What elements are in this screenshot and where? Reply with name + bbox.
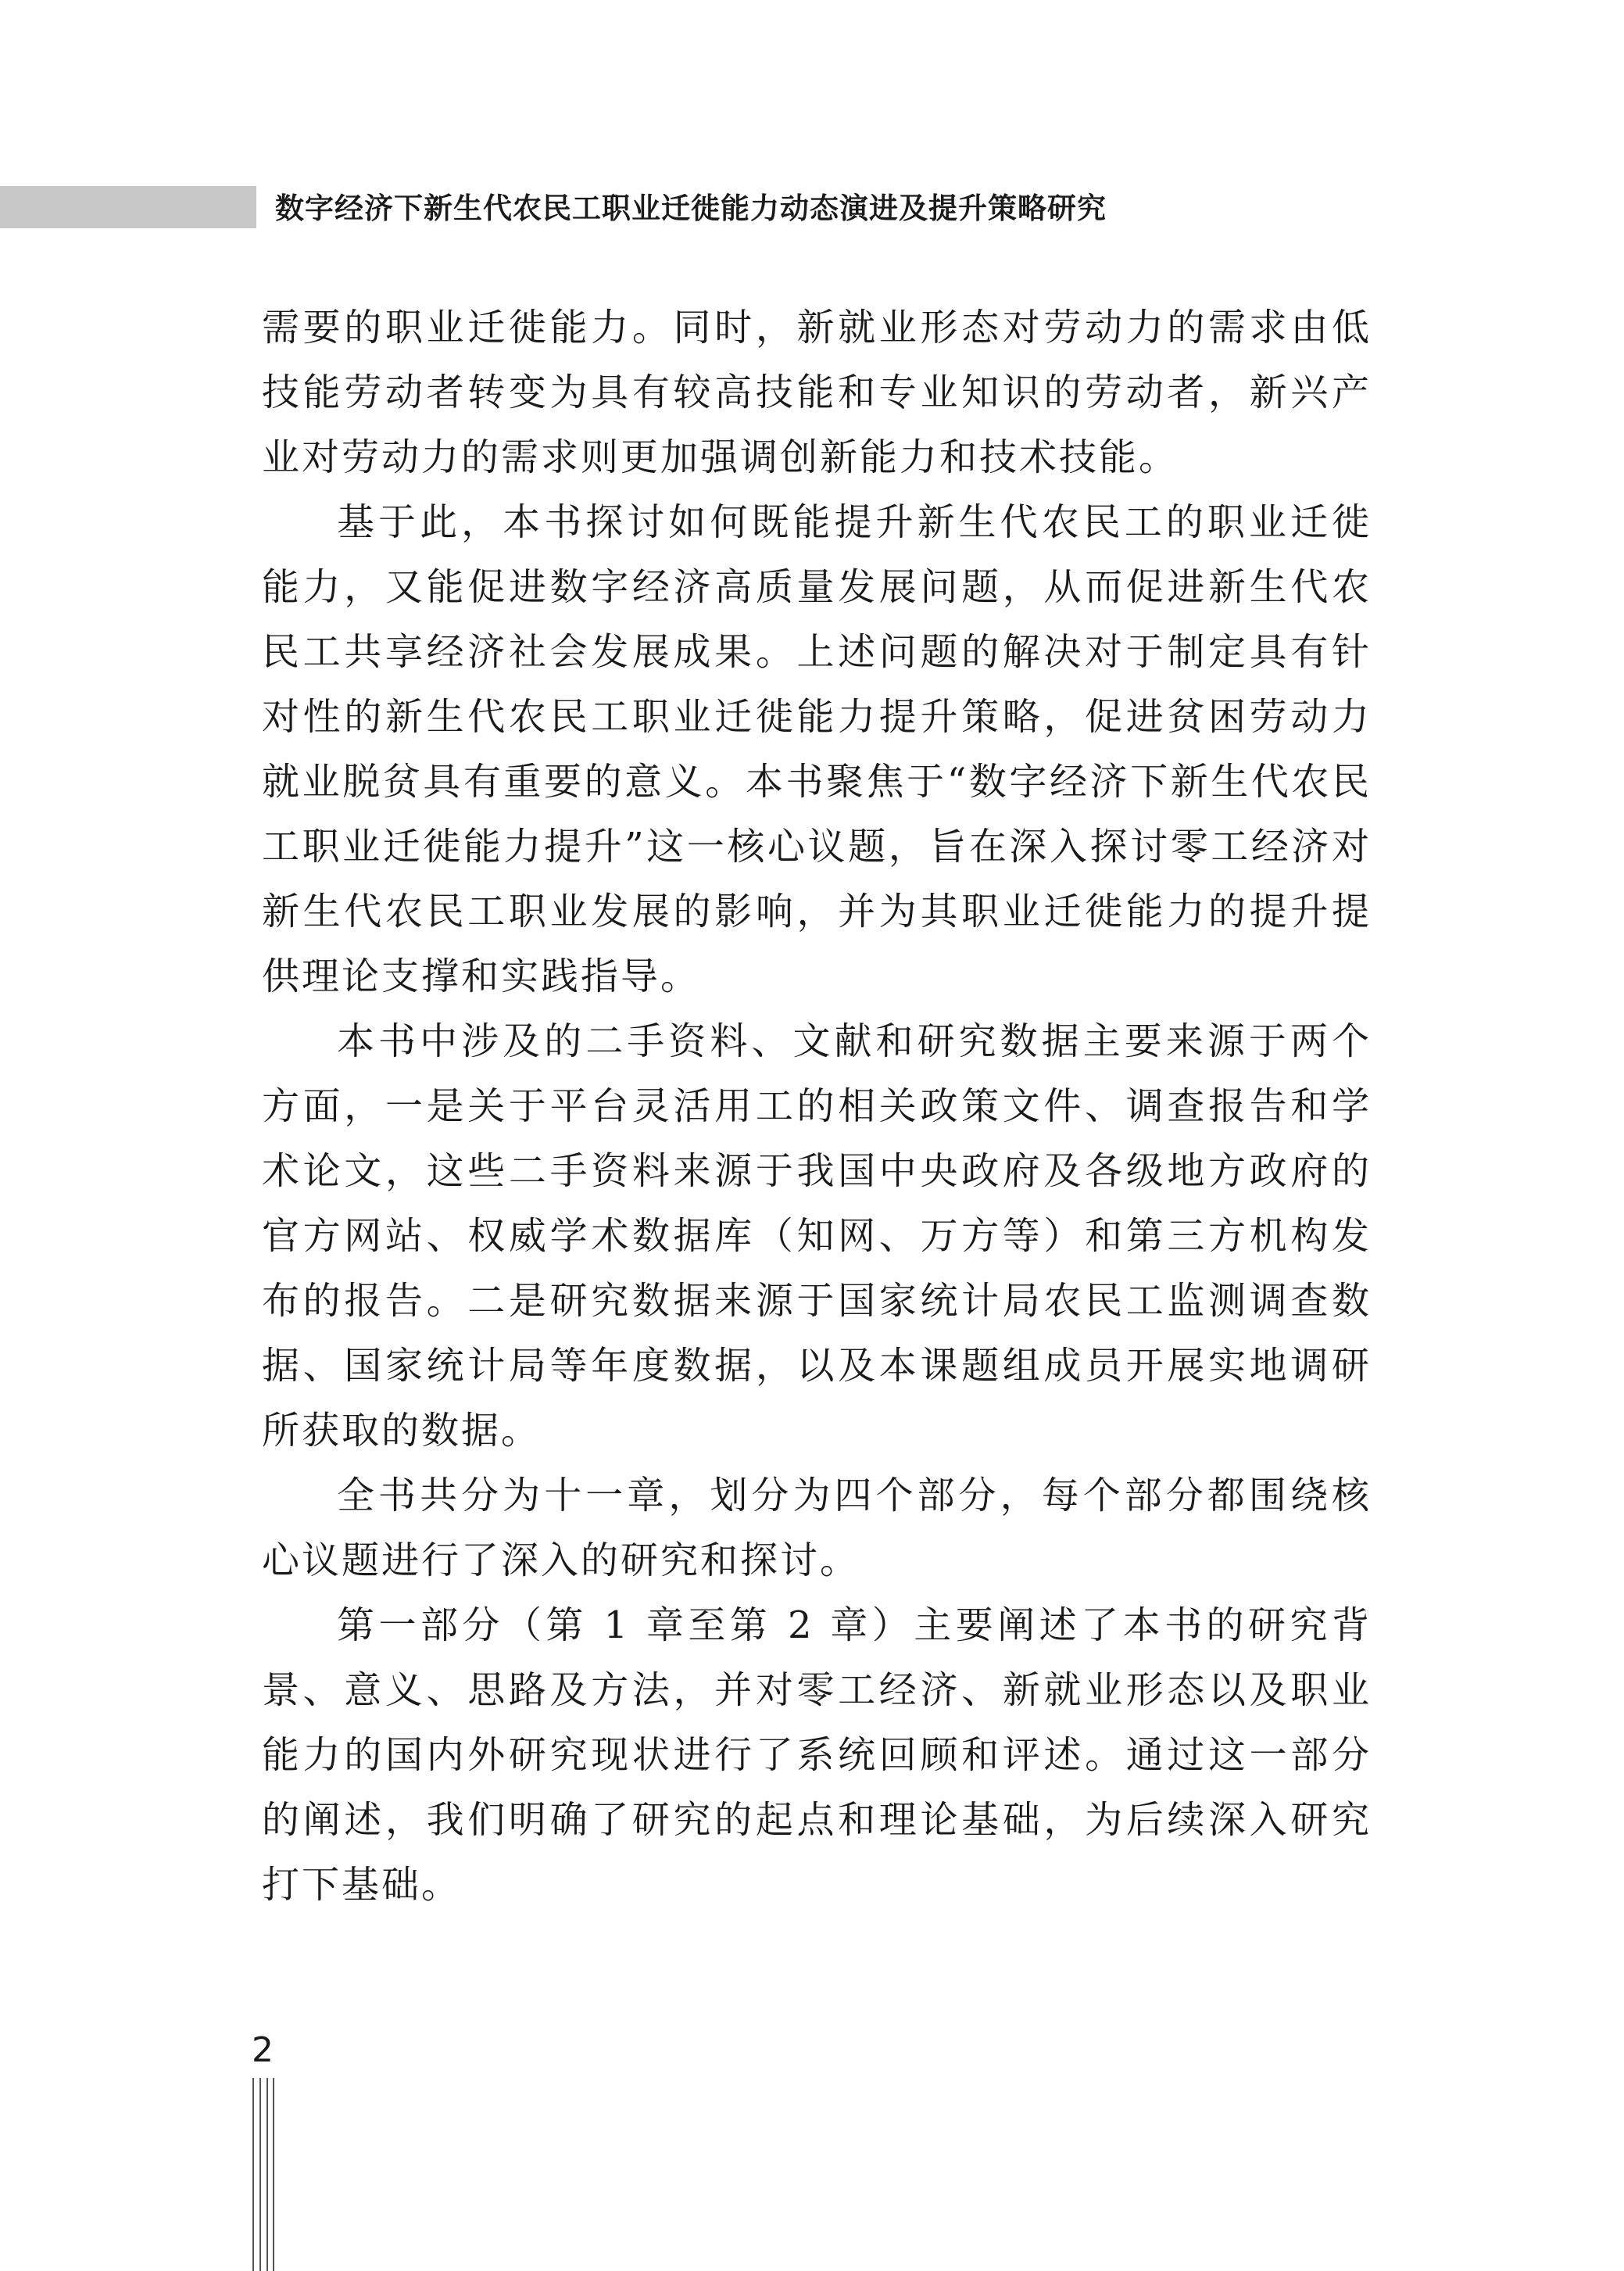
margin-rule <box>266 2078 268 2271</box>
margin-rule <box>259 2078 261 2271</box>
paragraph-continued: 需要的职业迁徙能力。同时，新就业形态对劳动力的需求由低技能劳动者转变为具有较高技能和专业知识的劳动者，新兴产业对劳动力的需求则更加强调创新能力和技术技能。 <box>262 306 1372 479</box>
paragraph: 第一部分（第 1 章至第 2 章）主要阐述了本书的研究背景、意义、思路及方法，并对零工经济、新就业形态以及职业能力的国内外研究现状进行了系统回顾和评述。通过这一部分的阐述，我们明确了研究的起点和理论基础，为后续深入研究打下基础。 <box>262 1603 1372 1907</box>
header-gray-band <box>0 186 256 228</box>
margin-decoration-rules <box>252 2078 284 2271</box>
margin-rule <box>252 2078 254 2271</box>
page-number: 2 <box>252 2030 274 2070</box>
paragraph: 基于此，本书探讨如何既能提升新生代农民工的职业迁徙能力，又能促进数字经济高质量发展问题，从而促进新生代农民工共享经济社会发展成果。上述问题的解决对于制定具有针对性的新生代农民工职业迁徙能力提升策略，促进贫困劳动力就业脱贫具有重要的意义。本书聚焦于“数字经济下新生代农民工职业迁徙能力提升”这一核心议题，旨在深入探讨零工经济对新生代农民工职业发展的影响，并为其职业迁徙能力的提升提供理论支撑和实践指导。 <box>262 500 1372 998</box>
paragraph: 本书中涉及的二手资料、文献和研究数据主要来源于两个方面，一是关于平台灵活用工的相关政策文件、调查报告和学术论文，这些二手资料来源于我国中央政府及各级地方政府的官方网站、权威学术数据库（知网、万方等）和第三方机构发布的报告。二是研究数据来源于国家统计局农民工监测调查数据、国家统计局等年度数据，以及本课题组成员开展实地调研所获取的数据。 <box>262 1019 1372 1453</box>
running-header-title: 数字经济下新生代农民工职业迁徙能力动态演进及提升策略研究 <box>275 192 1107 225</box>
margin-rule <box>273 2078 274 2271</box>
paragraph: 全书共分为十一章，划分为四个部分，每个部分都围绕核心议题进行了深入的研究和探讨。 <box>262 1474 1372 1582</box>
body-text <box>262 296 1372 1918</box>
